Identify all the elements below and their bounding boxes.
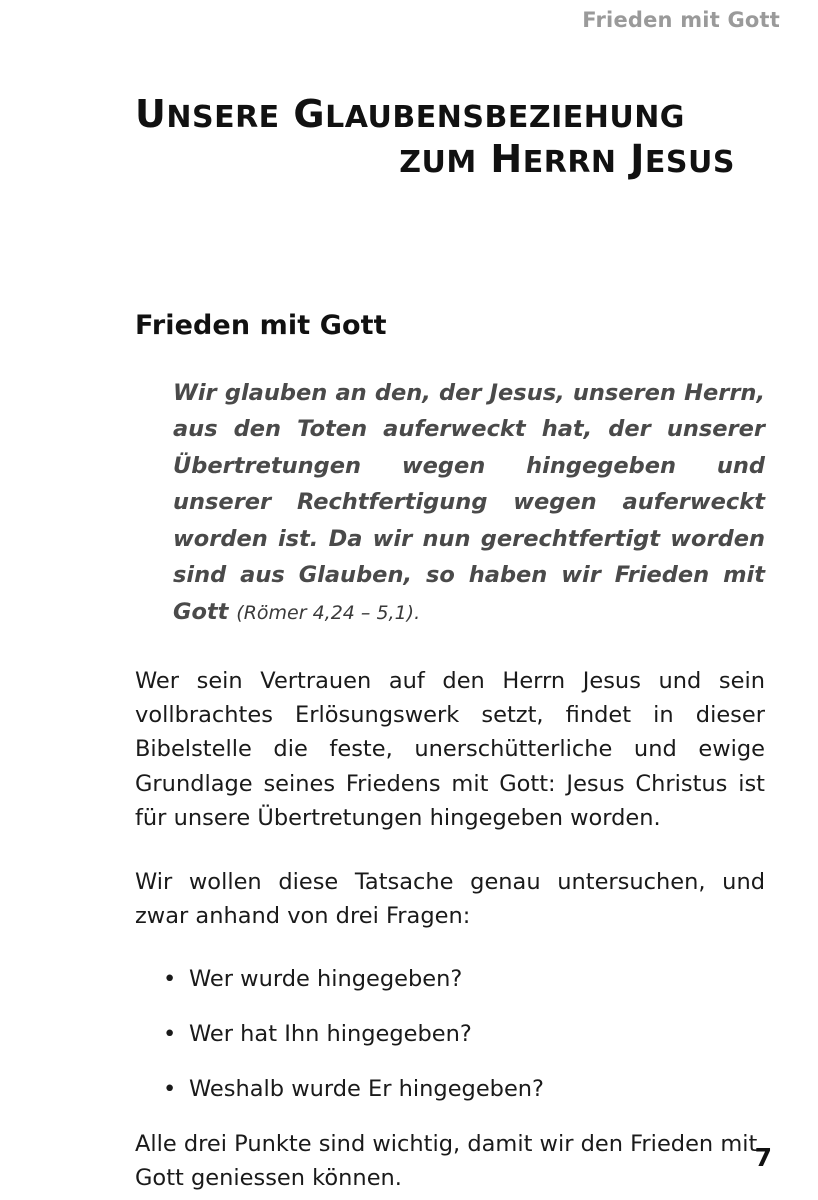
title-word-initial: G	[293, 92, 326, 136]
quote-text: Wir glauben an den, der Jesus, unseren Herrn, aus den Toten auferweckt hat, der unserer Übertretungen wegen hingegeben und unserer Rechtfertigung wegen auferweckt worden ist. Da wir nun gerechtfertigt worden sind aus Glauben, so haben wir Frieden mit Gott	[173, 380, 765, 625]
title-word	[399, 137, 476, 181]
title-word-rest: ESUS	[644, 144, 735, 180]
list-item	[163, 1018, 765, 1051]
running-header: Frieden mit Gott	[582, 8, 780, 32]
title-word	[135, 92, 280, 136]
title-word	[630, 137, 735, 181]
bullet-icon: •	[163, 966, 177, 993]
question-list	[135, 963, 765, 1105]
list-item-label: Wer wurde hingegeben?	[189, 966, 463, 993]
title-word-initial: J	[630, 136, 645, 181]
list-item	[163, 963, 765, 996]
bullet-icon: •	[163, 1021, 177, 1047]
bullet-icon: •	[163, 1075, 177, 1102]
paragraph-2: Wir wollen diese Tatsache genau untersuchen, und zwar anhand von drei Fragen:	[135, 869, 765, 930]
chapter-title-line-1	[135, 92, 735, 137]
chapter-title-line-2	[135, 137, 735, 182]
section-heading: Frieden mit Gott	[135, 310, 387, 341]
closing-paragraph: Alle drei Punkte sind wichtig, damit wir den Frieden mit Gott geniessen können.	[135, 1131, 758, 1192]
list-item	[163, 1073, 765, 1106]
title-word-rest: NSERE	[166, 100, 280, 135]
title-word-rest: ZUM	[399, 144, 477, 180]
title-word	[490, 137, 616, 181]
chapter-title	[135, 92, 735, 182]
quote-reference: (Römer 4,24 – 5,1).	[236, 601, 421, 624]
title-word-initial: U	[135, 92, 167, 136]
title-word	[293, 92, 685, 136]
list-item-label: Weshalb wurde Er hingegeben?	[189, 1075, 544, 1102]
page-number: 7	[754, 1143, 772, 1172]
title-word-rest: LAUBENSBEZIEHUNG	[325, 100, 685, 135]
title-word-initial: H	[490, 136, 523, 181]
list-item-label: Wer hat Ihn hingegeben?	[189, 1021, 472, 1047]
title-word-rest: ERRN	[522, 144, 617, 180]
scripture-quote	[135, 375, 765, 630]
page-content	[135, 310, 765, 1196]
paragraph-1: Wer sein Vertrauen auf den Herrn Jesus und sein vollbrachtes Erlösungswerk setzt, findet in dieser Bibelstelle die feste, unerschütterliche und ewige Grundlage seines Friedens mit Gott: Jesus Christus ist für unsere Übertretungen hingegeben worden.	[135, 668, 765, 831]
